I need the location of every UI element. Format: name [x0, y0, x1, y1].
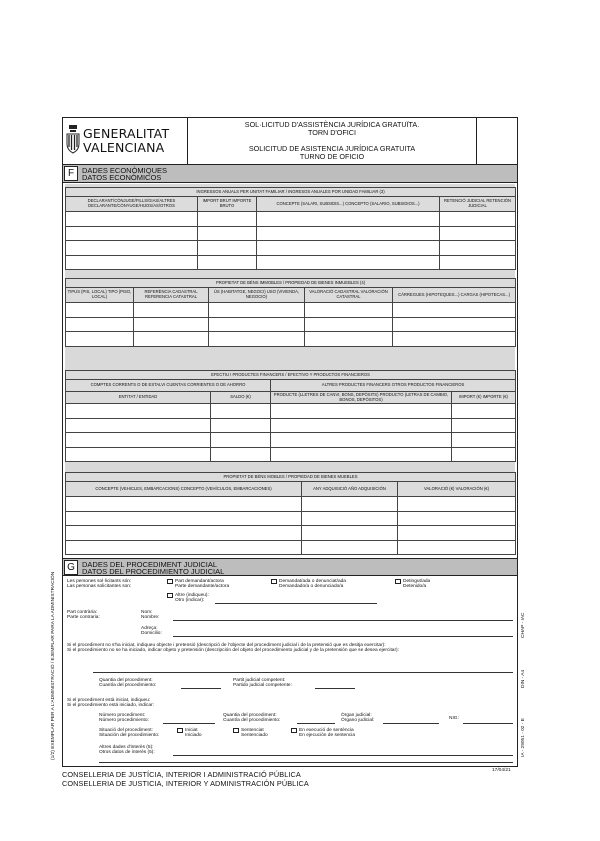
- movable-col-year: ANY ADQUISICIÓ AÑO ADQUISICIÓN: [302, 482, 398, 497]
- address-input-line[interactable]: [173, 636, 513, 637]
- opt4-es: Otro (indicar):: [175, 598, 205, 604]
- section-f-title-es: DATOS ECONÓMICOS: [82, 173, 162, 183]
- chap-code: CHAP - IAC: [521, 612, 526, 638]
- financial-col-product: PRODUCTE (LLETRES DE CANVI, BONS, DEPÒSITS) PRODUCTO (LETRAS DE CAMBIO, BONOS, DEPÓSITOS): [271, 392, 452, 404]
- procedure-amount-input-line[interactable]: [297, 723, 335, 724]
- status-label: [99, 728, 159, 739]
- table-row[interactable]: [66, 332, 516, 347]
- real-estate-col-charges: CÀRREGUES (HIPOTEQUES...) CARGAS (HIPOTECAS...): [393, 288, 516, 303]
- footer: [62, 770, 309, 788]
- situacio-va: Situació del procediment:: [99, 728, 153, 733]
- name-label: [141, 610, 159, 621]
- jurisdiction-label: [233, 678, 292, 689]
- table-row[interactable]: [66, 433, 516, 448]
- opposing-party-label: [67, 610, 100, 621]
- section-f-header: [63, 165, 517, 183]
- other-data-input-line-2[interactable]: [99, 762, 513, 763]
- movable-goods-table: [65, 472, 516, 555]
- address-label: [141, 626, 162, 637]
- name-input-line[interactable]: [173, 620, 513, 621]
- income-col-declarant: DECLARANT/CÒNJUGE/FILLS/GIAS/ALTRES DECLARANTE/CÓNYUGE/HIJOS/AS/OTROS: [66, 197, 198, 212]
- defendant-checkbox[interactable]: [271, 579, 277, 584]
- adreca-es: Domicilio:: [141, 631, 162, 637]
- table-row[interactable]: [66, 255, 516, 270]
- execution-checkbox[interactable]: [291, 728, 297, 733]
- procedure-number-label: [99, 713, 149, 724]
- movable-col-concept: CONCEPTE (VEHICLES, EMBARCACIONS) CONCEPTO (VEHÍCULOS, EMBARCACIONES): [66, 482, 302, 497]
- table-row[interactable]: [66, 317, 516, 332]
- section-g-letter: G: [64, 560, 78, 575]
- solicitants-label: [67, 579, 131, 590]
- generalitat-emblem-icon: [66, 125, 80, 157]
- financial-col-entity: ENTITAT / ENTIDAD: [66, 392, 211, 404]
- adreca-va: Adreça:: [141, 626, 158, 631]
- opt1-es: Parte demandante/actora: [175, 584, 230, 590]
- iniciat-va: Si el procediment està iniciat, indiqueu:: [67, 698, 151, 703]
- logo-line-1: GENERALITAT: [83, 126, 170, 141]
- iniciat-es: Si el procedimiento está iniciado, indicar:: [67, 703, 154, 709]
- table-row[interactable]: [66, 418, 516, 433]
- table-row[interactable]: [66, 226, 516, 241]
- organ-es: Órgano judicial:: [341, 718, 375, 724]
- procedure-amount-label: [223, 713, 280, 724]
- opt3-va: Detingut/ada: [403, 579, 431, 584]
- partit-va: Partit judicial competent:: [233, 678, 286, 683]
- other-input-line[interactable]: [215, 603, 377, 604]
- section-f-letter: F: [64, 166, 78, 181]
- form-date: 17/04/21: [492, 768, 511, 773]
- opt4-va: Altre (indiqueu):: [175, 593, 209, 598]
- footer-line-1: CONSELLERIA DE JUSTÍCIA, INTERIOR I ADMINISTRACIÓ PÚBLICA: [62, 770, 301, 779]
- section-g-title-es: DATOS DEL PROCEDIMIENTO JUDICIAL: [82, 567, 225, 577]
- real-estate-table: [65, 278, 516, 347]
- other-data-input-line[interactable]: [173, 755, 513, 756]
- quantia-es: Cuantía del procedimiento:: [99, 683, 157, 689]
- section-f-title-va: DADES ECONÒMIQUES: [82, 166, 168, 175]
- numero-va: Número procediment:: [99, 713, 146, 718]
- financial-col-balance: SALDO (€): [211, 392, 271, 404]
- court-label: [341, 713, 374, 724]
- financial-col-amount: IMPORT (€) IMPORTE (€): [452, 392, 516, 404]
- option-plaintiff[interactable]: [167, 579, 229, 590]
- financial-caption: EFECTIU I PRODUCTES FINANCERS / EFECTIVO Y PRODUCTOS FINANCIEROS: [66, 371, 516, 380]
- income-col-retention: RETENCIÓ JUDICIAL RETENCIÓN JUDICIAL: [440, 197, 516, 212]
- situacio-es: Situación del procedimiento:: [99, 733, 160, 739]
- procedure-number-input-line[interactable]: [163, 723, 215, 724]
- solicitants-va: Les persones sol·licitants són:: [67, 579, 132, 584]
- financial-table: [65, 370, 516, 462]
- table-row[interactable]: [66, 404, 516, 419]
- income-col-gross: IMPORT BRUT IMPORTE BRUTO: [198, 197, 257, 212]
- court-input-line[interactable]: [383, 723, 439, 724]
- opt1-va: Part demandant/actora: [175, 579, 224, 584]
- quantia2-es: Cuantía del procedimiento:: [223, 718, 281, 724]
- plaintiff-checkbox[interactable]: [167, 579, 173, 584]
- form-title-es: [188, 145, 476, 161]
- financial-group-accounts: COMPTES CORRENTS O DE ESTALVI CUENTAS CORRIENTES O DE AHORRO: [66, 380, 271, 392]
- table-row[interactable]: [66, 212, 516, 227]
- solicitants-es: Las personas solicitantes son:: [67, 584, 132, 590]
- sentenced-checkbox[interactable]: [233, 728, 239, 733]
- form-code: IA - 29051 - 02 - E: [521, 718, 526, 757]
- s2-va: Sentenciat: [241, 728, 264, 733]
- generalitat-logo: [66, 125, 186, 159]
- option-other[interactable]: [167, 593, 209, 604]
- financial-group-other: ALTRES PRODUCTES FINANCERS OTROS PRODUCTOS FINANCIEROS: [271, 380, 516, 392]
- status-sentenced[interactable]: [233, 728, 268, 739]
- real-estate-col-type: TIPUS (PIS, LOCAL) TIPO (PISO, LOCAL): [66, 288, 134, 303]
- s2-es: Sentenciado: [241, 733, 268, 739]
- table-row[interactable]: [66, 447, 516, 462]
- option-detained[interactable]: [395, 579, 430, 590]
- s3-va: En execució de sentència: [299, 728, 354, 733]
- left-side-note: (1/2) EXEMPLAR PER A L'ADMINISTRACIÓ / EJEMPLAR PARA LA ADMINISTRACIÓN: [51, 571, 56, 760]
- movable-col-valuation: VALORACIÓ (€) VALORACIÓN (€): [398, 482, 516, 497]
- table-row[interactable]: [66, 241, 516, 256]
- part-es: Parte contraria:: [67, 615, 100, 621]
- title-es-line-2: TURNO DE OFICIO: [299, 152, 365, 161]
- nom-es: Nombre:: [141, 615, 160, 621]
- real-estate-col-valuation: VALORACIÓ CADASTRAL VALORACIÓN CATASTRAL: [305, 288, 393, 303]
- other-checkbox[interactable]: [167, 593, 173, 598]
- table-row[interactable]: [66, 303, 516, 318]
- initiated-checkbox[interactable]: [177, 728, 183, 733]
- opt3-es: Detenido/a: [403, 584, 427, 590]
- table-row[interactable]: [66, 540, 516, 555]
- income-col-concept: CONCEPTE (SALARI, SUBSIDIS...) CONCEPTO (SALARIO, SUBSIDIOS...): [257, 197, 440, 212]
- s1-es: Iniciado: [185, 733, 202, 739]
- real-estate-col-use: ÚS (HABITATGE, NEGOCI) USO (VIVIENDA, NEGOCIO): [209, 288, 305, 303]
- detained-checkbox[interactable]: [395, 579, 401, 584]
- no-iniciat-es: Si el procedimiento no se ha iniciado, indicar objeto y pretensión (descripción del objeto del procedimiento judicial y de la pretensión que se desea ejercitar):: [67, 648, 399, 654]
- altres-va: Altres dades d'interès (5):: [99, 745, 154, 750]
- altres-es: Otros datos de interés (5):: [99, 750, 155, 756]
- part-va: Part contrària:: [67, 610, 98, 615]
- jurisdiction-input-line[interactable]: [315, 688, 355, 689]
- form-title-va: [188, 121, 476, 137]
- quantia-va: Quantia del procediment:: [99, 678, 153, 683]
- s3-es: En ejecución de sentencia: [299, 733, 356, 739]
- movable-caption: PROPIETAT DE BÉNS MOBLES / PROPIEDAD DE BIENES MUEBLES: [66, 473, 516, 482]
- amount-label: [99, 678, 156, 689]
- nig-input-line[interactable]: [463, 723, 513, 724]
- form-header: [63, 118, 517, 165]
- opt2-va: Demandat/ada o denunciat/ada: [279, 579, 346, 584]
- footer-line-2: CONSELLERIA DE JUSTICIA, INTERIOR Y ADMINISTRACIÓN PÚBLICA: [62, 779, 309, 789]
- not-initiated-label: [67, 643, 513, 654]
- real-estate-col-cadastral: REFERÈNCIA CADASTRAL REFERENCIA CATASTRAL: [134, 288, 209, 303]
- object-input-line[interactable]: [93, 672, 513, 673]
- form-frame: [62, 117, 518, 767]
- opt2-es: Demandado/a o denunciado/a: [279, 584, 344, 590]
- income-table: [65, 187, 516, 270]
- real-estate-caption: PROPIETAT DE BÉNS IMMOBLES / PROPIEDAD DE BIENES INMUEBLES (4): [66, 279, 516, 288]
- s1-va: Iniciat: [185, 728, 198, 733]
- initiated-label: [67, 698, 154, 709]
- option-defendant[interactable]: [271, 579, 346, 590]
- title-va-line-1: SOL·LICITUD D'ASSISTÈNCIA JURÍDICA GRATUÏTA.: [244, 120, 420, 129]
- table-row[interactable]: [66, 511, 516, 526]
- section-g-title-va: DADES DEL PROCEDIMENT JUDICIAL: [82, 560, 218, 569]
- numero-es: Número procedimiento:: [99, 718, 149, 724]
- nig-label: NIG:: [449, 716, 459, 721]
- nom-va: Nom:: [141, 610, 153, 615]
- title-es-line-1: SOLICITUD DE ASISTENCIA JURÍDICA GRATUITA: [248, 144, 416, 153]
- section-g-header: [63, 558, 517, 576]
- income-table-caption: INGRESSOS ANUALS PER UNITAT FAMILIAR / INGRESOS ANUALES POR UNIDAD FAMILIAR (3): [66, 188, 516, 197]
- title-va-line-2: TORN D'OFICI: [308, 128, 356, 137]
- partit-es: Partido judicial competente:: [233, 683, 292, 689]
- other-data-label: [99, 745, 155, 756]
- din-code: DIN - A4: [521, 669, 526, 688]
- organ-va: Òrgan judicial:: [341, 713, 372, 718]
- logo-line-2: VALENCIANA: [83, 139, 165, 155]
- quantia2-va: Quantia del procediment:: [223, 713, 277, 718]
- no-iniciat-va: Si el procediment no s'ha iniciat, indiqueu objecte i pretensió (descripció de l'objecte del procediment judicial i de la pretensió que es desitja exercitar):: [67, 643, 386, 648]
- table-row[interactable]: [66, 526, 516, 541]
- amount-input-line[interactable]: [181, 688, 221, 689]
- status-execution[interactable]: [291, 728, 355, 739]
- status-initiated[interactable]: [177, 728, 202, 739]
- table-row[interactable]: [66, 497, 516, 512]
